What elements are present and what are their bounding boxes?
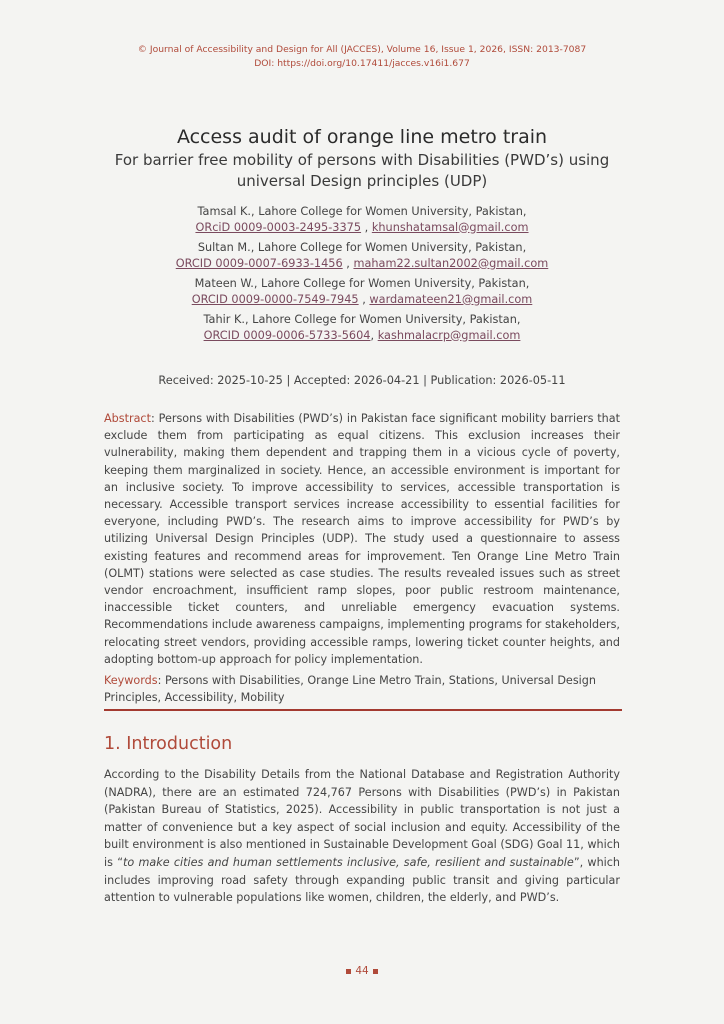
paper-subtitle: For barrier free mobility of persons with Disabilities (PWD’s) using universal Design principles (UDP) <box>114 151 610 190</box>
introduction-paragraph <box>104 766 620 907</box>
intro-text-continued: ”, which includes improving road safety through expanding public transit and giving particular attention to vulnerable populations like women, children, the elderly, and PWD’s. <box>104 855 621 905</box>
author-entry <box>60 276 664 307</box>
abstract-text: : Persons with Disabilities (PWD’s) in Pakistan face significant mobility barriers that exclude them from participating as equal citizens. This exclusion increases their vulnerability, making them dependent and trapping them in a vicious cycle of poverty, keeping them marginalized in society. Hence, an accessible environment is important for an inclusive society. To improve accessibility to services, accessible transportation is necessary. Accessible transport services increase accessibility to essential facilities for everyone, including PWD’s. The research aims to improve accessibility for PWD’s by utilizing Universal Design Principles (UDP). The study used a questionnaire to assess existing features and recommend areas for improvement. Ten Orange Line Metro Train (OLMT) stations were selected as case studies. The results revealed issues such as street vendor encroachment, insufficient ramp slopes, poor public restroom maintenance, inaccessible ticket counters, and unreliable emergency evacuation systems. Recommendations include awareness campaigns, implementing programs for stakeholders, relocating street vendors, providing accessible ramps, lowering ticket counter heights, and adopting bottom-up approach for policy implementation. <box>104 412 620 666</box>
keywords-label: Keywords <box>104 674 158 687</box>
keywords <box>104 672 620 706</box>
separator: , <box>358 292 370 306</box>
section-divider <box>104 709 622 711</box>
author-list <box>60 204 664 348</box>
email-link[interactable]: khunshatamsal@gmail.com <box>371 220 529 234</box>
section-heading: 1. Introduction <box>104 734 233 754</box>
square-bullet-icon <box>346 969 351 974</box>
author-entry <box>60 240 664 271</box>
journal-header <box>0 43 724 70</box>
author-affiliation: Sultan M., Lahore College for Women University, Pakistan, <box>197 241 527 254</box>
square-bullet-icon <box>373 969 378 974</box>
author-affiliation: Tamsal K., Lahore College for Women University, Pakistan, <box>197 205 527 218</box>
abstract-label: Abstract <box>104 412 151 425</box>
separator: , <box>370 328 378 342</box>
author-affiliation: Mateen W., Lahore College for Women University, Pakistan, <box>194 277 530 290</box>
publication-dates: Received: 2025-10-25 | Accepted: 2026-04-21 | Publication: 2026-05-11 <box>158 374 566 387</box>
paper-title: Access audit of orange line metro train <box>176 126 548 148</box>
keywords-text: : Persons with Disabilities, Orange Line Metro Train, Stations, Universal Design Principles, Accessibility, Mobility <box>104 674 596 705</box>
email-link[interactable]: wardamateen21@gmail.com <box>369 292 533 306</box>
journal-citation-line: © Journal of Accessibility and Design for All (JACCES), Volume 16, Issue 1, 2026, ISSN: 2013-7087 <box>137 44 587 55</box>
orcid-link[interactable]: ORCID 0009-0007-6933-1456 <box>175 256 343 270</box>
author-affiliation: Tahir K., Lahore College for Women University, Pakistan, <box>203 313 521 326</box>
author-entry <box>60 204 664 235</box>
orcid-link[interactable]: ORCID 0009-0006-5733-5604 <box>203 328 371 342</box>
page-footer <box>0 965 724 977</box>
intro-text: According to the Disability Details from the National Database and Registration Authority (NADRA), there are an estimated 724,767 Persons with Disabilities (PWD’s) in Pakistan (Pakistan Bureau of Statistics, 2025). Accessibility in public transportation is not just a matter of convenience but a key aspect of social inclusion and equity. Accessibility of the built environment is also mentioned in Sustainable Development Goal (SDG) Goal 11, which is “ <box>104 768 620 869</box>
doi-line: DOI: https://doi.org/10.17411/jacces.v16i1.677 <box>254 57 470 69</box>
email-link[interactable]: maham22.sultan2002@gmail.com <box>353 256 549 270</box>
orcid-link[interactable]: ORciD 0009-0003-2495-3375 <box>195 220 362 234</box>
page-number: 44 <box>355 965 369 977</box>
author-entry <box>60 312 664 343</box>
orcid-link[interactable]: ORCID 0009-0000-7549-7945 <box>191 292 359 306</box>
email-link[interactable]: kashmalacrp@gmail.com <box>377 328 521 342</box>
sdg-quote: to make cities and human settlements inclusive, safe, resilient and sustainable <box>123 855 574 869</box>
separator: , <box>361 220 372 234</box>
separator: , <box>342 256 354 270</box>
abstract <box>104 410 620 668</box>
